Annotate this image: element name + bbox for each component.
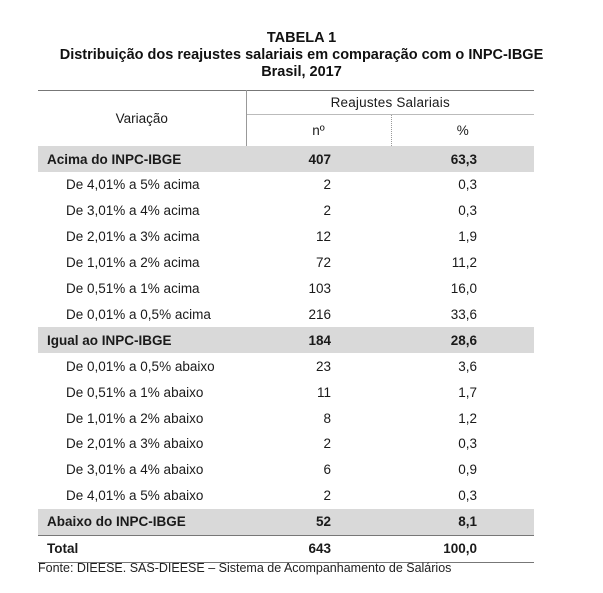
row-count: 6: [323, 462, 331, 478]
salary-adjustments-table: [38, 90, 534, 563]
row-count: 103: [308, 281, 331, 296]
row-count: 23: [315, 358, 331, 374]
row-label: De 4,01% a 5% abaixo: [66, 488, 204, 504]
source-note: Fonte: DIEESE. SAS-DIEESE – Sistema de Acompanhamento de Salários: [38, 561, 452, 575]
table-row: [38, 250, 534, 276]
header-n: nº: [246, 115, 391, 147]
row-count: 8: [323, 410, 331, 426]
table-subtitle: Brasil, 2017: [261, 64, 342, 80]
row-count: 184: [246, 327, 391, 353]
row-label: Igual ao INPC-IBGE: [38, 327, 246, 353]
row-label: De 2,01% a 3% abaixo: [66, 436, 204, 452]
row-label: De 1,01% a 2% acima: [66, 255, 200, 271]
table-row: [38, 405, 534, 431]
table-row: [38, 198, 534, 224]
row-percent: 100,0: [391, 535, 534, 562]
row-label: Acima do INPC-IBGE: [38, 146, 246, 172]
header-pct: %: [456, 123, 469, 138]
row-count: 643: [246, 535, 391, 562]
row-count: 2: [323, 488, 331, 504]
row-percent: 1,7: [458, 384, 477, 400]
row-count: 407: [246, 146, 391, 172]
table-row: [38, 172, 534, 198]
row-percent: 1,9: [458, 229, 477, 245]
table-body: [38, 146, 534, 562]
row-label: De 0,51% a 1% abaixo: [66, 384, 204, 400]
row-count: 216: [308, 306, 331, 322]
table-row: [38, 224, 534, 250]
table-title-block: [0, 30, 603, 81]
row-label: De 0,01% a 0,5% abaixo: [66, 358, 215, 374]
row-percent: 28,6: [391, 327, 534, 353]
row-count: 11: [316, 384, 331, 400]
row-percent: 0,3: [458, 177, 477, 193]
row-label: Total: [38, 535, 246, 562]
row-count: 2: [323, 436, 331, 452]
table-row: [38, 276, 534, 302]
group-row: [38, 327, 534, 353]
table-row: [38, 301, 534, 327]
table-title: Distribuição dos reajustes salariais em comparação com o INPC-IBGE: [59, 47, 544, 63]
row-percent: 0,9: [458, 462, 477, 478]
row-label: De 2,01% a 3% acima: [66, 229, 200, 245]
row-percent: 11,2: [451, 255, 477, 271]
row-label: De 1,01% a 2% abaixo: [66, 410, 204, 426]
total-row: [38, 535, 534, 562]
table-row: [38, 457, 534, 483]
header-variacao: Variação: [38, 91, 246, 147]
row-percent: 16,0: [450, 281, 477, 296]
row-label: De 3,01% a 4% abaixo: [66, 462, 204, 478]
row-label: Abaixo do INPC-IBGE: [38, 509, 246, 536]
table-number: TABELA 1: [266, 30, 337, 46]
row-percent: 0,3: [458, 203, 477, 219]
row-percent: 0,3: [458, 436, 477, 452]
row-percent: 8,1: [391, 509, 534, 536]
row-label: De 3,01% a 4% acima: [66, 203, 200, 219]
row-count: 72: [315, 255, 331, 271]
group-row: [38, 146, 534, 172]
row-count: 52: [246, 509, 391, 536]
row-percent: 3,6: [458, 358, 477, 374]
row-label: De 4,01% a 5% acima: [66, 177, 200, 193]
group-row: [38, 509, 534, 536]
row-count: 12: [315, 229, 331, 245]
row-label: De 0,01% a 0,5% acima: [66, 306, 211, 322]
table-row: [38, 431, 534, 457]
row-percent: 33,6: [450, 306, 477, 322]
header-reajustes: Reajustes Salariais: [246, 91, 534, 115]
row-percent: 0,3: [458, 488, 477, 504]
row-count: 2: [323, 203, 331, 219]
table-row: [38, 483, 534, 509]
row-percent: 1,2: [458, 410, 477, 426]
row-count: 2: [323, 177, 331, 193]
row-label: De 0,51% a 1% acima: [66, 281, 200, 296]
table-row: [38, 379, 534, 405]
table-row: [38, 353, 534, 379]
row-percent: 63,3: [391, 146, 534, 172]
